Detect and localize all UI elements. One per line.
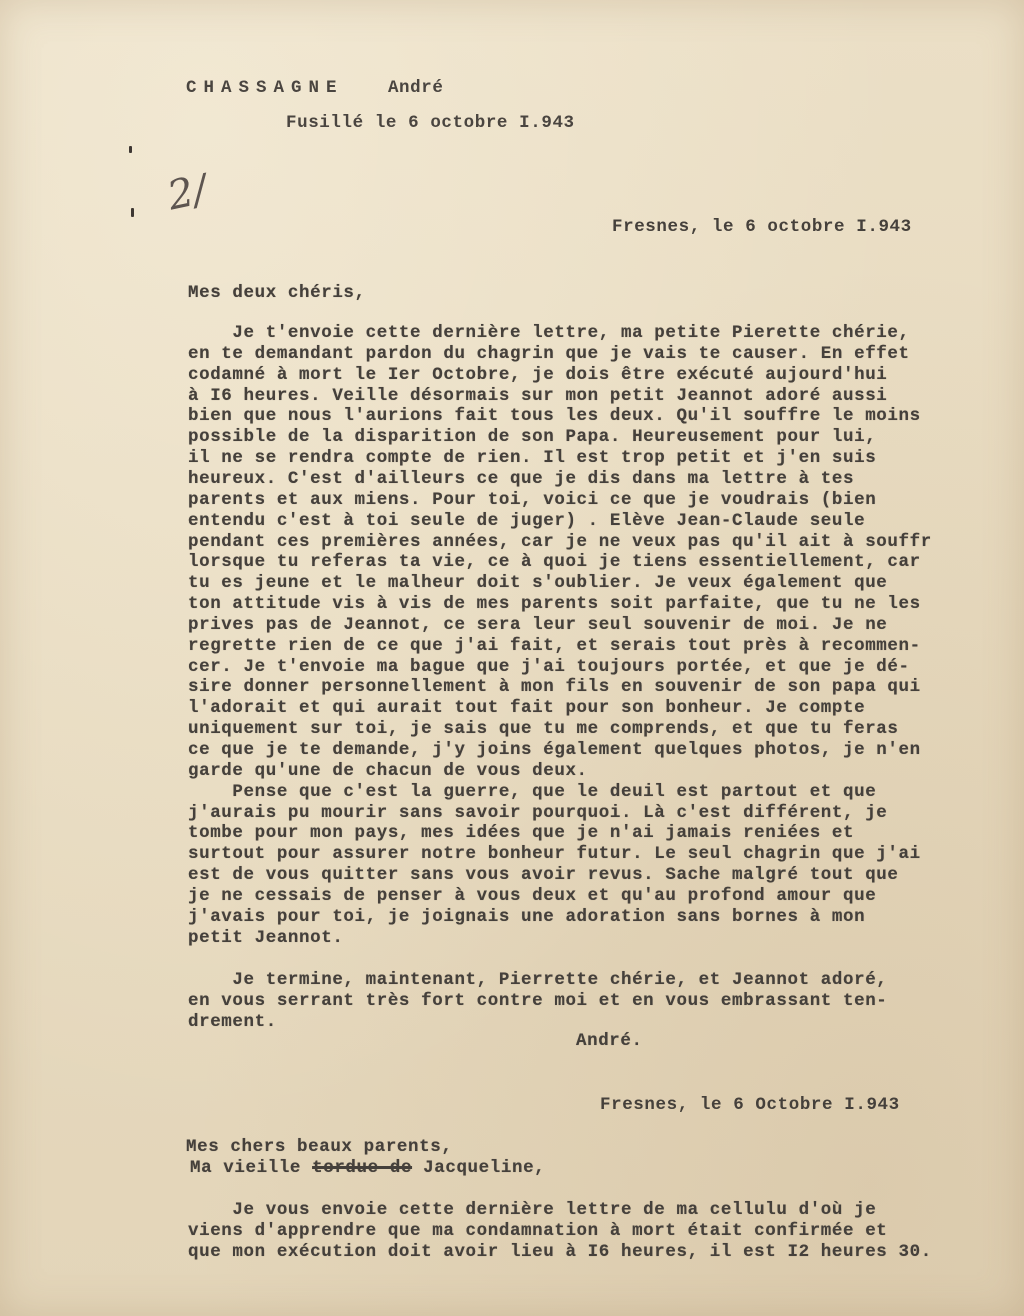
struck-text: tordue de bbox=[312, 1158, 413, 1178]
text-line: tu es jeune et le malheur doit s'oublier. Je veux également que bbox=[188, 573, 888, 594]
header-subtitle: Fusillé le 6 octobre I.943 bbox=[286, 113, 575, 133]
text-line: je ne cessais de penser à vous deux et qu'au profond amour que bbox=[188, 885, 877, 906]
text-line: sire donner personnellement à mon fils en souvenir de son papa qui bbox=[188, 677, 921, 698]
margin-mark-bottom bbox=[131, 208, 134, 217]
text-line: possible de la disparition de son Papa. Heureusement pour lui, bbox=[188, 427, 877, 448]
text-line: uniquement sur toi, je sais que tu me comprends, et que tu feras bbox=[188, 719, 899, 740]
text-line: surtout pour assurer notre bonheur futur. Le seul chagrin que j'ai bbox=[188, 844, 921, 865]
text-line: en te demandant pardon du chagrin que je vais te causer. En effet bbox=[188, 343, 910, 364]
text-line: Je vous envoie cette dernière lettre de ma cellulu d'où je bbox=[188, 1200, 877, 1220]
text-line: que mon exécution doit avoir lieu à I6 heures, il est I2 heures 30. bbox=[188, 1241, 932, 1262]
text-line: cer. Je t'envoie ma bague que j'ai toujours portée, et que je dé- bbox=[188, 656, 910, 677]
text-line: en vous serrant très fort contre moi et en vous embrassant ten- bbox=[188, 990, 888, 1011]
text-line: pendant ces premières années, car je ne veux pas qu'il ait à souffr bbox=[188, 531, 932, 552]
letter2-salutation-1: Mes chers beaux parents, bbox=[186, 1137, 453, 1157]
text-line: codamné à mort le Ier Octobre, je dois être exécuté aujourd'hui bbox=[188, 364, 888, 385]
text-line: lorsque tu referas ta vie, ce à quoi je tiens essentiellement, car bbox=[188, 552, 921, 573]
letter1-date: Fresnes, le 6 octobre I.943 bbox=[612, 217, 912, 237]
salutation-2-after: Jacqueline, bbox=[412, 1158, 546, 1178]
text-line: est de vous quitter sans vous avoir revus. Sache malgré tout que bbox=[188, 865, 899, 886]
text-line: ton attitude vis à vis de mes parents soit parfaite, que tu ne les bbox=[188, 594, 921, 615]
text-line: il ne se rendra compte de rien. Il est trop petit et j'en suis bbox=[188, 448, 877, 469]
text-line: prives pas de Jeannot, ce sera leur seul souvenir de moi. Je ne bbox=[188, 614, 888, 635]
letter2-salutation-2 bbox=[190, 1158, 545, 1179]
text-line: Je termine, maintenant, Pierrette chérie, et Jeannot adoré, bbox=[188, 970, 888, 990]
surname: CHASSAGNE bbox=[186, 78, 344, 98]
text-line: j'avais pour toi, je joignais une adoration sans bornes à mon bbox=[188, 906, 866, 927]
text-line: l'adorait et qui aurait tout fait pour son bonheur. Je compte bbox=[188, 698, 866, 719]
margin-mark-top bbox=[129, 146, 132, 153]
first-name: André bbox=[387, 78, 444, 98]
letter1-signature: André. bbox=[576, 1031, 643, 1051]
text-line: heureux. C'est d'ailleurs ce que je dis dans ma lettre à tes bbox=[188, 468, 855, 489]
header-name bbox=[186, 78, 443, 98]
text-line: Pense que c'est la guerre, que le deuil est partout et que bbox=[188, 781, 877, 802]
text-line: garde qu'une de chacun de vous deux. bbox=[188, 760, 588, 781]
text-line: j'aurais pu mourir sans savoir pourquoi. Là c'est différent, je bbox=[188, 802, 888, 823]
text-line: bien que nous l'aurions fait tous les deux. Qu'il souffre le moins bbox=[188, 406, 921, 427]
text-line: petit Jeannot. bbox=[188, 927, 344, 948]
text-line: regrette rien de ce que j'ai fait, et serais tout près à recommen- bbox=[188, 635, 921, 656]
text-line: tombe pour mon pays, mes idées que je n'ai jamais reniées et bbox=[188, 823, 855, 844]
text-line: drement. bbox=[188, 1011, 277, 1032]
text-line: parents et aux miens. Pour toi, voici ce que je voudrais (bien bbox=[188, 489, 877, 510]
text-line: entendu c'est à toi seule de juger) . Elève Jean-Claude seule bbox=[188, 510, 866, 531]
salutation-2-before: Ma vieille bbox=[190, 1158, 313, 1178]
text-line: à I6 heures. Veille désormais sur mon petit Jeannot adoré aussi bbox=[188, 385, 888, 406]
text-line: Je t'envoie cette dernière lettre, ma petite Pierette chérie, bbox=[188, 323, 910, 343]
text-line: ce que je te demande, j'y joins également quelques photos, je n'en bbox=[188, 740, 921, 760]
text-line: viens d'apprendre que ma condamnation à mort était confirmée et bbox=[188, 1220, 888, 1241]
handwritten-annotation: 2/ bbox=[163, 166, 212, 220]
letter1-salutation: Mes deux chéris, bbox=[188, 283, 366, 303]
letter2-date: Fresnes, le 6 Octobre I.943 bbox=[600, 1095, 900, 1115]
